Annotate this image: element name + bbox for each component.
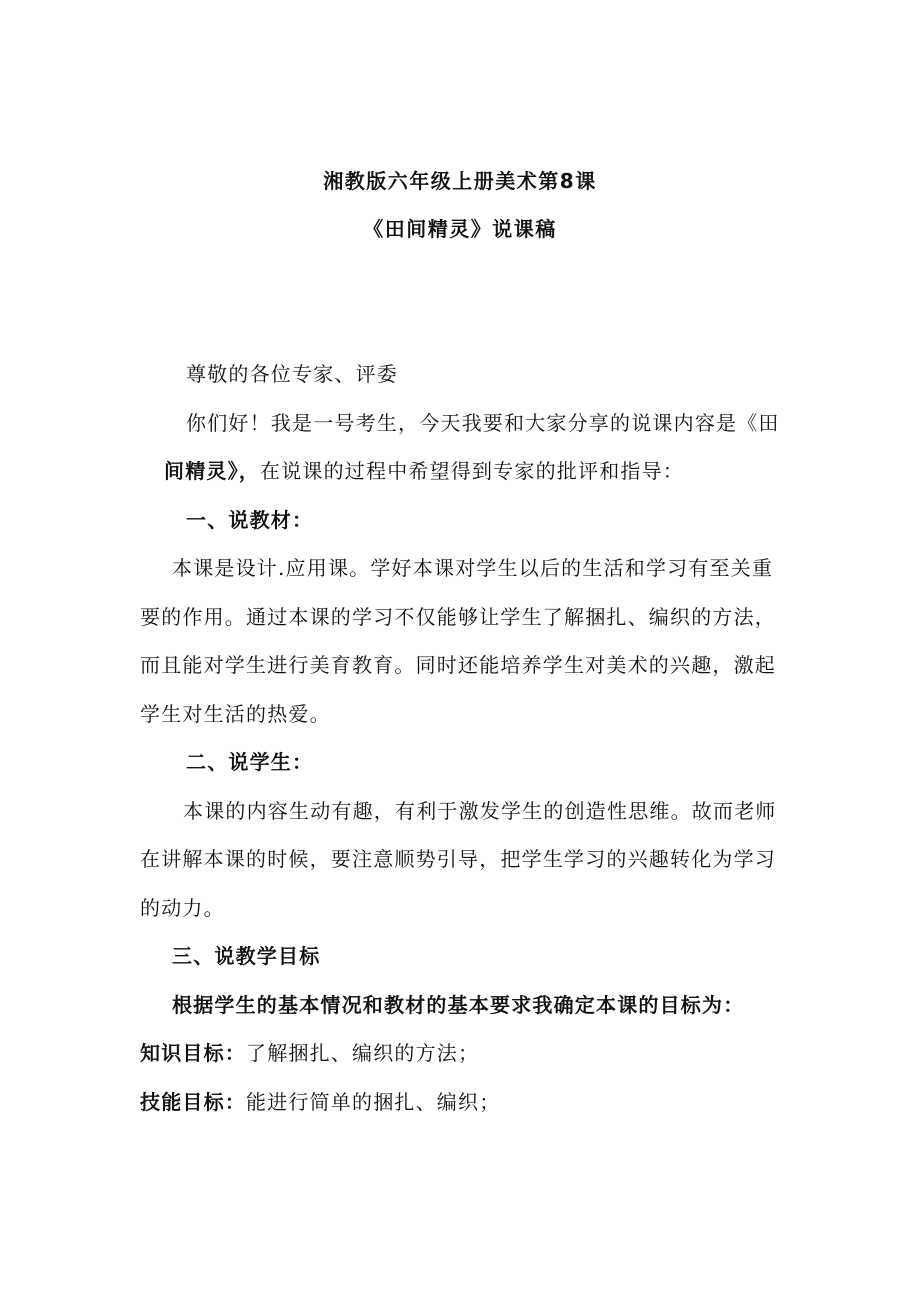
section2-line-1: 本课的内容生动有趣，有利于激发学生的创造性思维。故而老师 xyxy=(183,799,777,823)
goal-knowledge-text: 了解捆扎、编织的方法； xyxy=(246,1041,480,1065)
intro-line-2 xyxy=(164,456,684,486)
intro-line-1: 你们好！我是一号考生，今天我要和大家分享的说课内容是《田 xyxy=(186,411,780,435)
greeting: 尊敬的各位专家、评委 xyxy=(186,362,398,386)
title-line-1: 湘教版六年级上册美术第8课 xyxy=(323,169,597,193)
intro-lesson-name: 间精灵》， xyxy=(164,459,260,483)
section3-heading: 三、说教学目标 xyxy=(172,944,321,968)
section2-heading: 二、说学生： xyxy=(186,750,314,774)
goal-skill-text: 能进行简单的捆扎、编织； xyxy=(246,1090,501,1114)
goal-knowledge-label: 知识目标： xyxy=(140,1041,246,1065)
section1-heading: 一、说教材： xyxy=(186,508,314,532)
goal-skill-label: 技能目标： xyxy=(140,1090,246,1114)
intro-line-2-rest: 在说课的过程中希望得到专家的批评和指导： xyxy=(260,459,684,483)
section1-line-3: 而且能对学生进行美育教育。同时还能培养学生对美术的兴趣，激起 xyxy=(140,653,776,677)
goal-skill xyxy=(140,1087,500,1117)
section2-line-2: 在讲解本课的时候，要注意顺势引导，把学生学习的兴趣转化为学习 xyxy=(140,847,776,871)
section2-line-3: 的动力。 xyxy=(140,896,225,920)
section1-line-4: 学生对生活的热爱。 xyxy=(140,702,331,726)
section3-intro: 根据学生的基本情况和教材的基本要求我确定本课的目标为： xyxy=(172,993,745,1017)
title-line-2: 《田间精灵》说课稿 xyxy=(363,217,557,241)
section1-line-1: 本课是设计.应用课。学好本课对学生以后的生活和学习有至关重 xyxy=(172,556,774,580)
goal-knowledge xyxy=(140,1038,479,1068)
section1-line-2: 要的作用。通过本课的学习不仅能够让学生了解捆扎、编织的方法， xyxy=(140,605,776,629)
